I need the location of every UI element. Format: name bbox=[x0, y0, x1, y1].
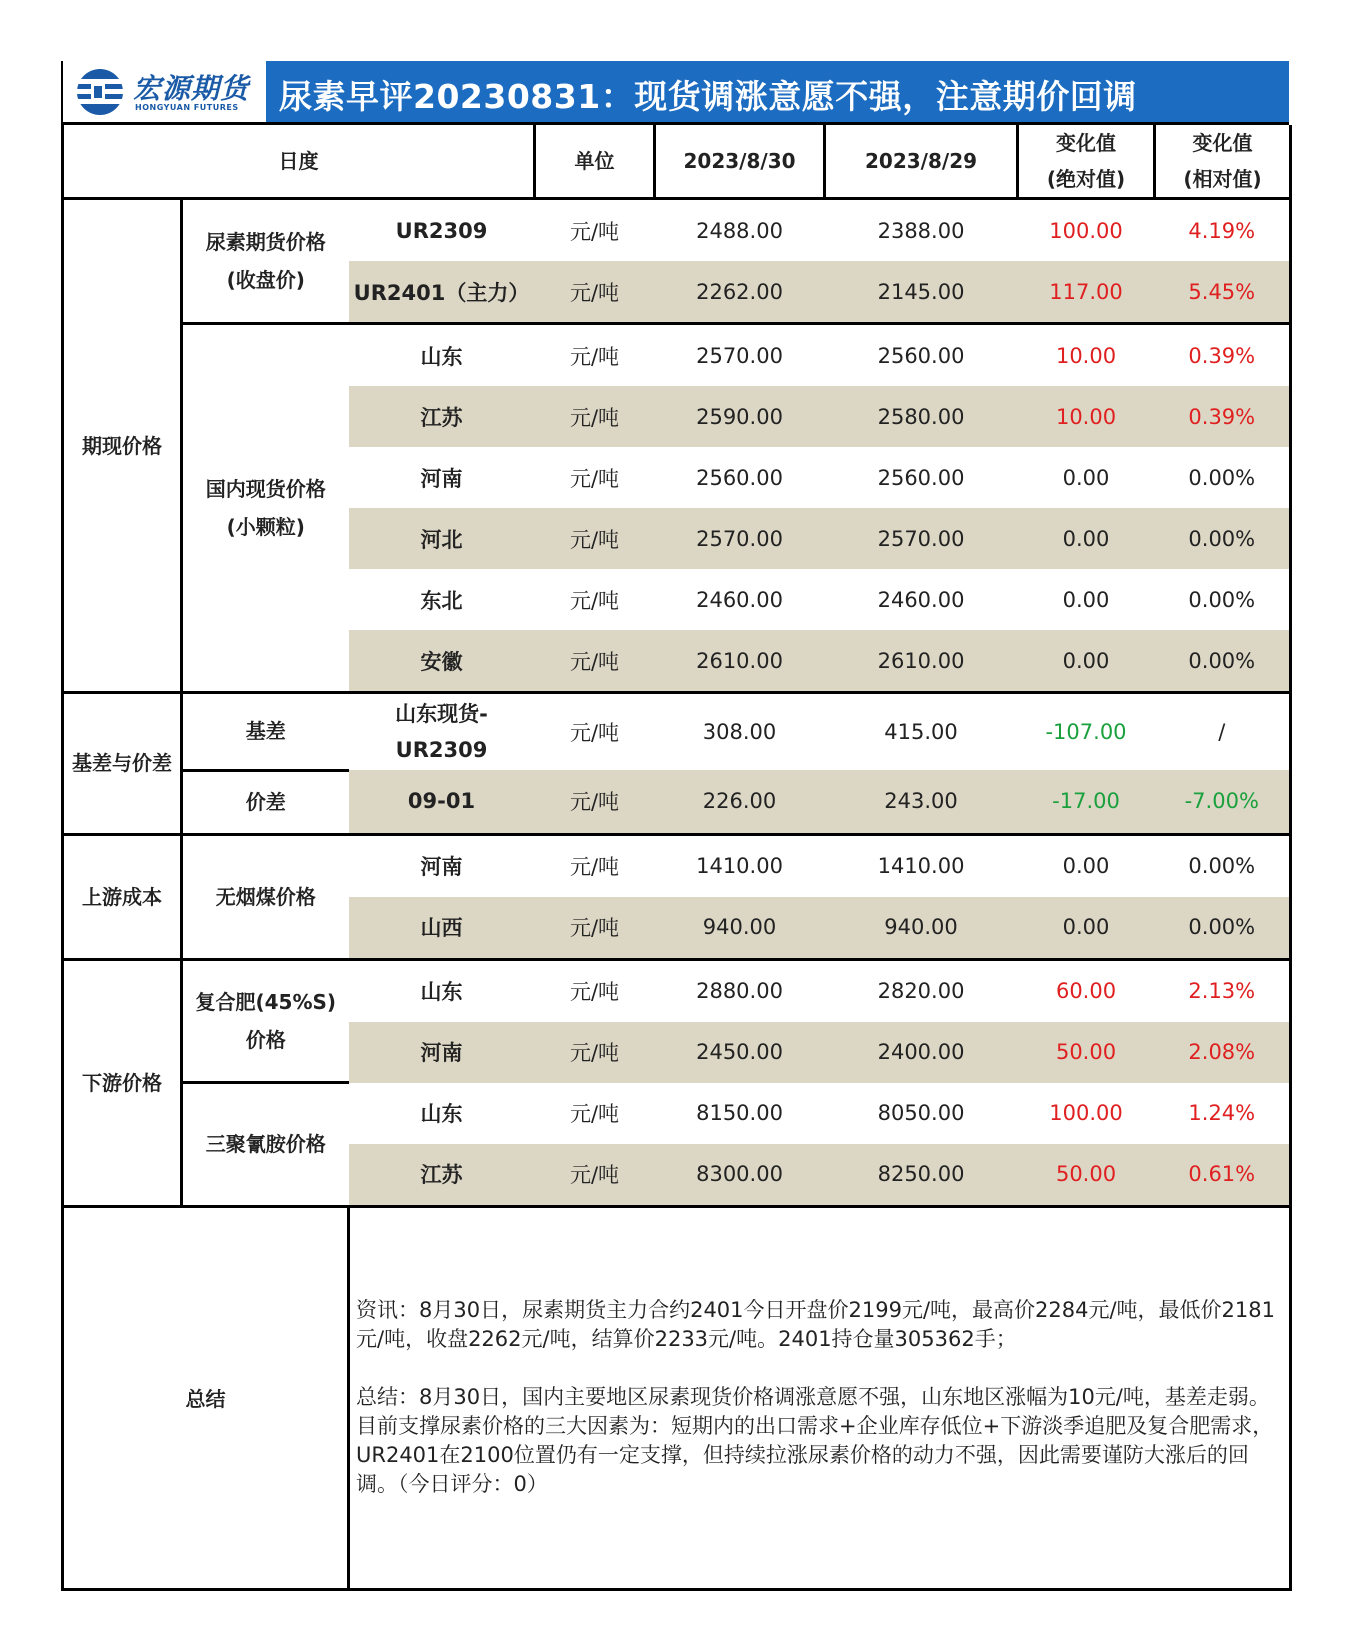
row-entity: UR2401（主力） bbox=[349, 261, 535, 324]
row-unit: 元/吨 bbox=[569, 855, 620, 879]
subcategory-fertilizer bbox=[182, 959, 349, 1083]
row-date-2-value: 940.00 bbox=[825, 897, 1018, 960]
row-change-absolute: -17.00 bbox=[1018, 770, 1155, 834]
price-table bbox=[61, 125, 1292, 1591]
header-change-abs-line2: (绝对值) bbox=[1046, 167, 1126, 191]
table-row bbox=[63, 1083, 1291, 1144]
row-change-absolute: 60.00 bbox=[1055, 979, 1117, 1003]
row-unit: 元/吨 bbox=[569, 1102, 620, 1126]
row-date-1-value: 308.00 bbox=[702, 720, 777, 744]
row-date-1-value: 8300.00 bbox=[655, 1144, 825, 1207]
row-change-absolute: 0.00 bbox=[1062, 854, 1110, 878]
table-row bbox=[63, 324, 1291, 387]
row-unit: 元/吨 bbox=[535, 770, 655, 834]
row-change-absolute: -107.00 bbox=[1045, 720, 1127, 744]
subcategory-spot-line1: 国内现货价格 bbox=[205, 477, 326, 501]
row-change-relative: 5.45% bbox=[1155, 261, 1291, 324]
category-price: 期现价格 bbox=[63, 199, 182, 693]
row-unit: 元/吨 bbox=[569, 588, 620, 613]
row-date-1-value: 2560.00 bbox=[696, 465, 783, 490]
header-change-abs-line1: 变化值 bbox=[1056, 131, 1117, 155]
row-entity: 09-01 bbox=[349, 770, 535, 834]
category-upstream: 上游成本 bbox=[63, 834, 182, 959]
row-change-relative: 1.24% bbox=[1155, 1083, 1291, 1144]
row-unit: 元/吨 bbox=[535, 630, 655, 693]
row-date-1-value: 226.00 bbox=[655, 770, 825, 834]
summary-body bbox=[349, 1206, 1291, 1589]
row-change-relative: 0.00% bbox=[1155, 630, 1291, 693]
row-date-2-value: 243.00 bbox=[825, 770, 1018, 834]
summary-label: 总结 bbox=[63, 1206, 349, 1589]
header-change-absolute bbox=[1018, 125, 1155, 199]
row-date-1-value: 2262.00 bbox=[655, 261, 825, 324]
row-unit: 元/吨 bbox=[569, 344, 620, 369]
header-change-rel-line1: 变化值 bbox=[1192, 131, 1253, 155]
row-date-2-value: 1410.00 bbox=[877, 854, 965, 878]
hongyuan-logo-icon bbox=[73, 67, 127, 117]
header-date-2: 2023/8/29 bbox=[825, 125, 1018, 199]
subcategory-spread: 价差 bbox=[182, 770, 349, 834]
row-change-relative: 0.00% bbox=[1155, 897, 1291, 960]
row-change-relative: 0.00% bbox=[1155, 508, 1291, 569]
row-change-relative: 4.19% bbox=[1155, 199, 1291, 262]
header-unit: 单位 bbox=[535, 125, 655, 199]
row-date-2-value: 2145.00 bbox=[825, 261, 1018, 324]
company-logo bbox=[61, 61, 266, 122]
row-entity: 河南 bbox=[420, 855, 463, 879]
row-date-2-value: 2388.00 bbox=[877, 218, 965, 243]
row-date-2-value: 2400.00 bbox=[825, 1022, 1018, 1083]
row-date-1-value: 2570.00 bbox=[655, 508, 825, 569]
summary-news: 资讯：8月30日，尿素期货主力合约2401今日开盘价2199元/吨，最高价2284元/吨，最低价2181元/吨，收盘2262元/吨，结算价2233元/吨。2401持仓量305362手； bbox=[356, 1298, 1276, 1351]
subcategory-fertilizer-line2: 价格 bbox=[245, 1027, 286, 1052]
row-change-absolute: 117.00 bbox=[1018, 261, 1155, 324]
row-date-2-value: 2560.00 bbox=[877, 343, 965, 368]
row-unit: 元/吨 bbox=[535, 261, 655, 324]
row-entity: 山东 bbox=[420, 980, 463, 1004]
header-row bbox=[63, 125, 1291, 199]
report-sheet bbox=[61, 61, 1289, 1591]
row-date-2-value: 2820.00 bbox=[877, 979, 965, 1003]
summary-spacer bbox=[356, 1354, 1285, 1383]
category-basis: 基差与价差 bbox=[63, 693, 182, 835]
row-date-1-value: 2570.00 bbox=[696, 343, 783, 368]
summary-row bbox=[63, 1206, 1291, 1589]
row-change-absolute: 50.00 bbox=[1018, 1144, 1155, 1207]
row-date-1-value: 2488.00 bbox=[696, 218, 783, 243]
row-change-relative: 0.39% bbox=[1155, 324, 1291, 387]
row-date-2-value: 8050.00 bbox=[877, 1101, 965, 1125]
header-period: 日度 bbox=[63, 125, 535, 199]
subcategory-futures-line1: 尿素期货价格 bbox=[205, 230, 326, 254]
row-change-absolute: 50.00 bbox=[1018, 1022, 1155, 1083]
table-row bbox=[63, 693, 1291, 771]
category-downstream: 下游价格 bbox=[63, 959, 182, 1206]
row-unit: 元/吨 bbox=[535, 386, 655, 447]
row-change-absolute: 10.00 bbox=[1018, 386, 1155, 447]
table-row bbox=[63, 834, 1291, 897]
subcategory-basis: 基差 bbox=[182, 693, 349, 771]
row-date-2-value: 2460.00 bbox=[877, 587, 965, 612]
subcategory-spot-line2: (小颗粒) bbox=[226, 515, 305, 539]
header-change-rel-line2: (相对值) bbox=[1183, 167, 1262, 191]
row-date-1-value: 940.00 bbox=[655, 897, 825, 960]
row-entity: 东北 bbox=[420, 588, 463, 613]
row-date-2-value: 2610.00 bbox=[825, 630, 1018, 693]
subcategory-futures bbox=[182, 199, 349, 324]
row-entity: 河北 bbox=[349, 508, 535, 569]
subcategory-coal: 无烟煤价格 bbox=[182, 834, 349, 959]
logo-english-name: HONGYUAN FUTURES bbox=[135, 103, 239, 112]
row-entity: 江苏 bbox=[349, 1144, 535, 1207]
row-date-2-value: 8250.00 bbox=[825, 1144, 1018, 1207]
row-date-2-value: 2580.00 bbox=[825, 386, 1018, 447]
report-banner bbox=[61, 61, 1289, 125]
row-date-1-value: 2450.00 bbox=[655, 1022, 825, 1083]
row-entity: 河南 bbox=[420, 466, 463, 491]
table-row bbox=[63, 770, 1291, 834]
logo-chinese-name: 宏源期货 bbox=[133, 72, 250, 105]
row-change-relative: -7.00% bbox=[1155, 770, 1291, 834]
row-unit: 元/吨 bbox=[535, 897, 655, 960]
row-date-1-value: 1410.00 bbox=[696, 854, 783, 878]
row-change-absolute: 0.00 bbox=[1062, 587, 1110, 612]
row-change-absolute: 0.00 bbox=[1018, 630, 1155, 693]
header-date-1: 2023/8/30 bbox=[655, 125, 825, 199]
row-entity: 江苏 bbox=[349, 386, 535, 447]
row-change-relative: 0.00% bbox=[1155, 834, 1291, 897]
row-change-relative: 0.00% bbox=[1155, 569, 1291, 630]
row-change-absolute: 10.00 bbox=[1055, 343, 1117, 368]
row-entity bbox=[349, 693, 535, 771]
row-change-absolute: 100.00 bbox=[1049, 218, 1123, 243]
row-change-relative: 2.13% bbox=[1155, 959, 1291, 1022]
row-date-1-value: 2590.00 bbox=[655, 386, 825, 447]
row-date-2-value: 415.00 bbox=[884, 720, 958, 744]
row-change-absolute: 0.00 bbox=[1062, 465, 1110, 490]
row-change-absolute: 0.00 bbox=[1018, 897, 1155, 960]
row-change-relative: 0.00% bbox=[1155, 447, 1291, 508]
row-unit: 元/吨 bbox=[569, 466, 620, 491]
row-change-absolute: 0.00 bbox=[1018, 508, 1155, 569]
row-entity: 山东 bbox=[420, 1102, 463, 1126]
summary-conclusion: 总结：8月30日，国内主要地区尿素现货价格调涨意愿不强，山东地区涨幅为10元/吨，基差走弱。目前支撑尿素价格的三大因素为：短期内的出口需求+企业库存低位+下游淡季追肥及复合肥需求，UR2401在2100位置仍有一定支撑，但持续拉涨尿素价格的动力不强，因此需要谨防大涨后的回调。（今日评分：0） bbox=[356, 1385, 1274, 1496]
row-date-1-value: 2460.00 bbox=[696, 587, 783, 612]
row-entity: UR2309 bbox=[395, 218, 488, 243]
row-change-relative: 0.61% bbox=[1155, 1144, 1291, 1207]
row-date-2-value: 2560.00 bbox=[877, 465, 965, 490]
row-date-1-value: 8150.00 bbox=[696, 1101, 783, 1125]
row-unit: 元/吨 bbox=[569, 219, 620, 244]
row-change-relative: / bbox=[1155, 693, 1291, 771]
row-entity-line2: UR2309 bbox=[395, 738, 488, 762]
row-unit: 元/吨 bbox=[535, 1022, 655, 1083]
subcategory-futures-line2: (收盘价) bbox=[226, 268, 305, 292]
table-row bbox=[63, 959, 1291, 1022]
row-change-relative: 2.08% bbox=[1155, 1022, 1291, 1083]
row-change-relative: 0.39% bbox=[1155, 386, 1291, 447]
table-row bbox=[63, 199, 1291, 262]
header-change-relative bbox=[1155, 125, 1291, 199]
row-entity-line1: 山东现货- bbox=[395, 702, 488, 726]
row-unit: 元/吨 bbox=[569, 980, 620, 1004]
row-entity: 安徽 bbox=[349, 630, 535, 693]
row-unit: 元/吨 bbox=[569, 721, 620, 745]
row-change-absolute: 100.00 bbox=[1049, 1101, 1123, 1125]
row-entity: 山西 bbox=[349, 897, 535, 960]
subcategory-melamine: 三聚氰胺价格 bbox=[182, 1083, 349, 1207]
subcategory-fertilizer-line1: 复合肥(45%S) bbox=[195, 989, 337, 1014]
row-date-2-value: 2570.00 bbox=[825, 508, 1018, 569]
report-title: 尿素早评20230831：现货调涨意愿不强，注意期价回调 bbox=[279, 77, 1137, 116]
row-unit: 元/吨 bbox=[535, 1144, 655, 1207]
row-entity: 河南 bbox=[349, 1022, 535, 1083]
row-unit: 元/吨 bbox=[535, 508, 655, 569]
row-entity: 山东 bbox=[420, 344, 463, 369]
row-date-1-value: 2610.00 bbox=[655, 630, 825, 693]
subcategory-spot bbox=[182, 324, 349, 693]
row-date-1-value: 2880.00 bbox=[696, 979, 783, 1003]
